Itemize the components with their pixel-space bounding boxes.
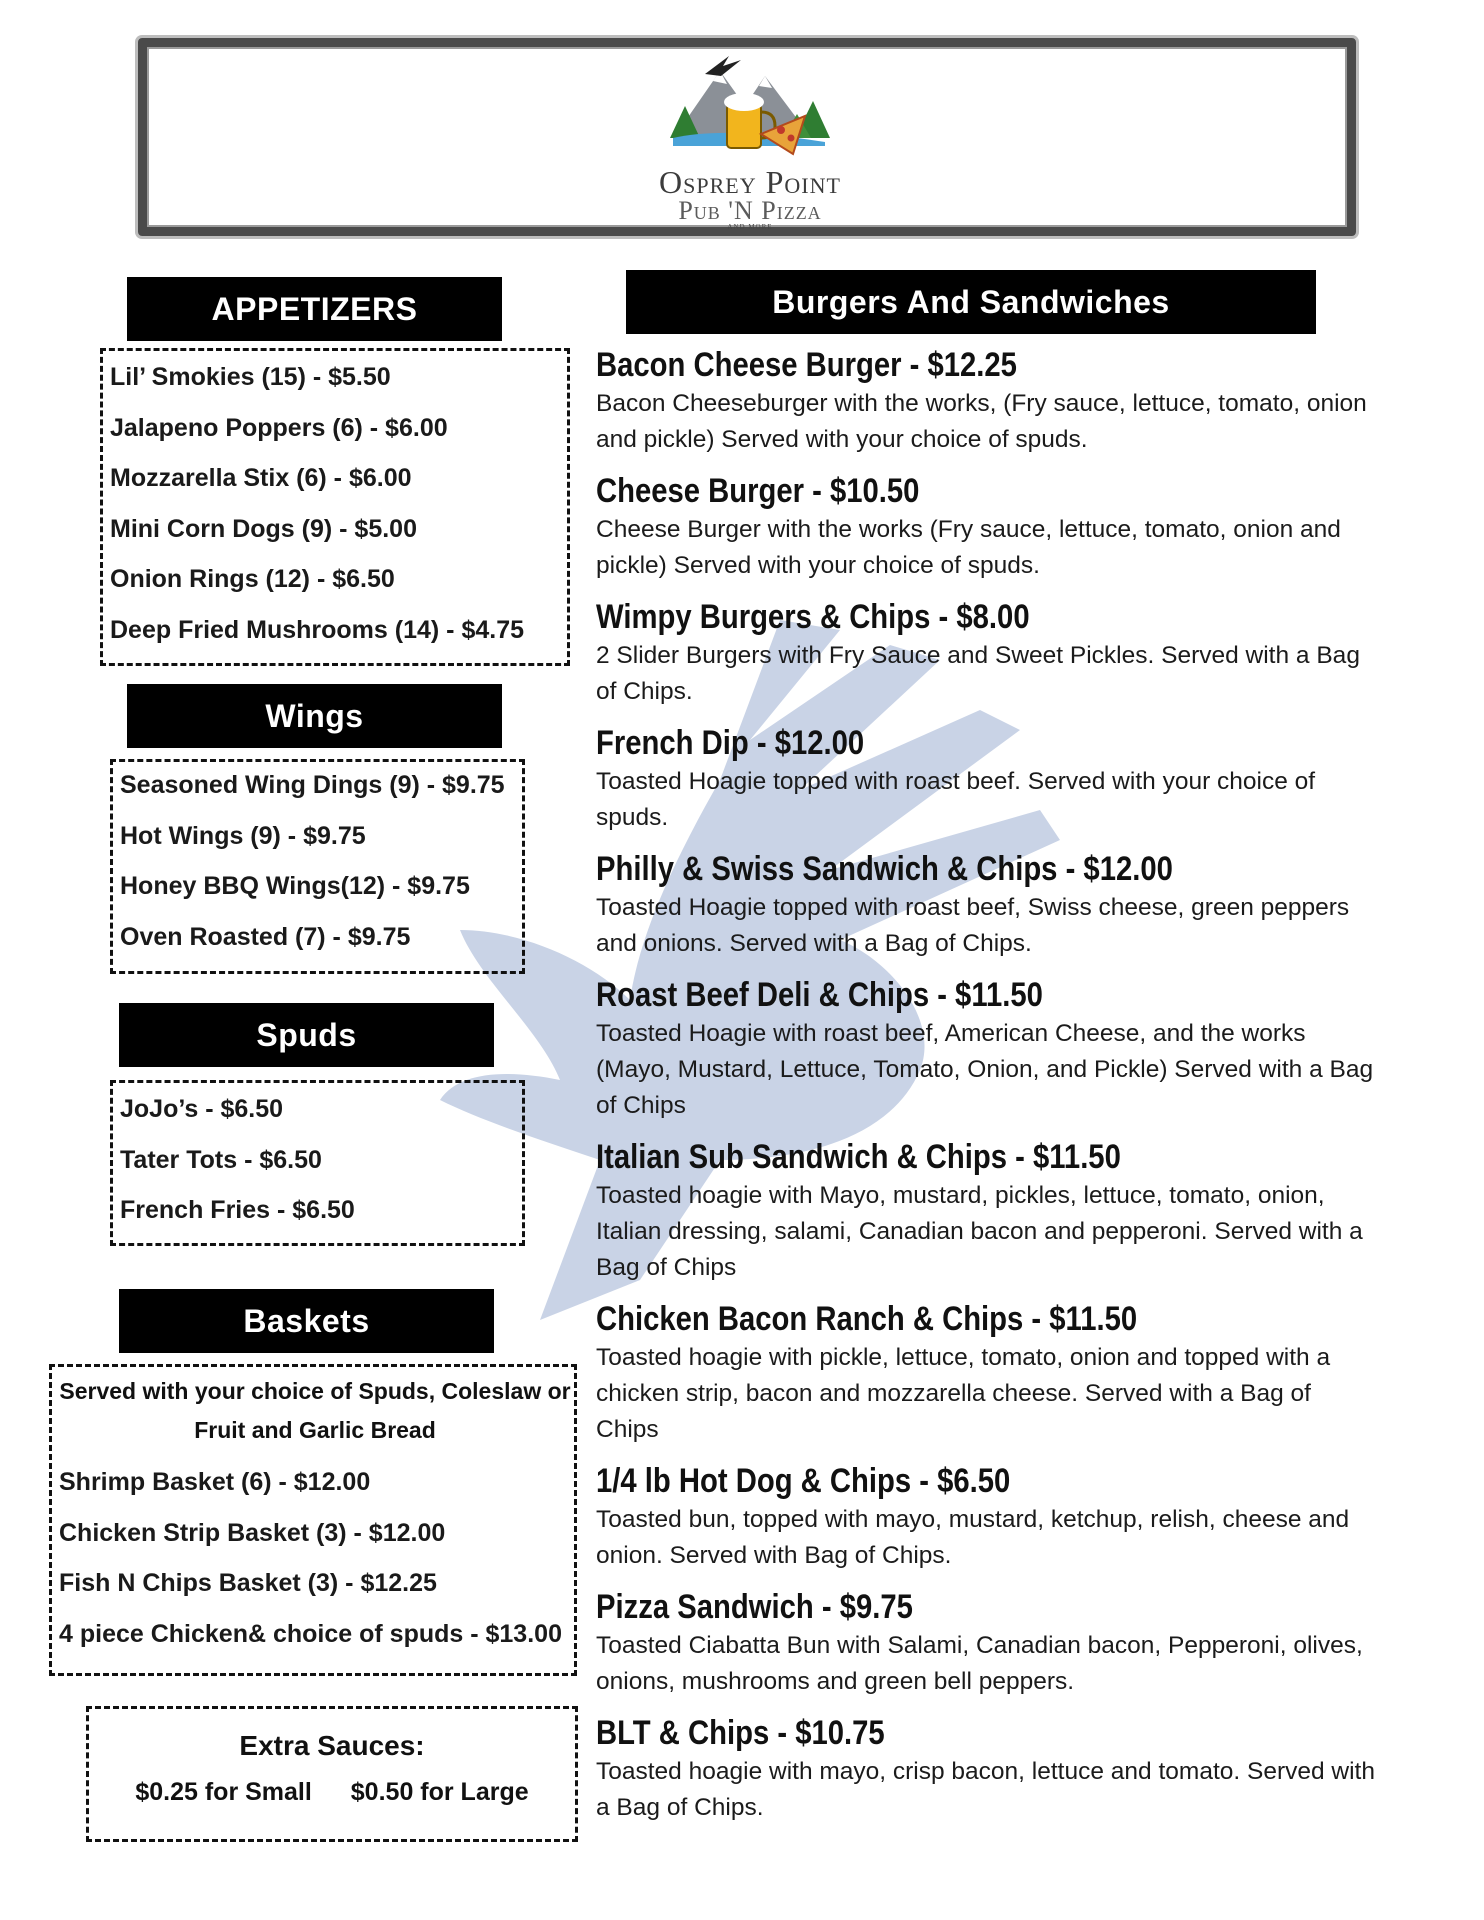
list-item: Tater Tots - $6.50: [120, 1145, 322, 1174]
list-item: Oven Roasted (7) - $9.75: [120, 922, 411, 951]
baskets-list: [59, 1457, 562, 1659]
burgers-list: [596, 344, 1376, 1838]
menu-item-description: Toasted hoagie with Mayo, mustard, pickles, lettuce, tomato, onion, Italian dressing, salami, Canadian bacon and pepperoni. Served with a Bag of Chips: [596, 1182, 1363, 1281]
list-item: Onion Rings (12) - $6.50: [110, 565, 395, 593]
appetizers-list: [110, 352, 524, 655]
menu-item-description: Toasted Hoagie topped with roast beef. Served with your choice of spuds.: [596, 768, 1316, 831]
list-item: Deep Fried Mushrooms (14) - $4.75: [110, 615, 525, 644]
menu-item-title: Philly & Swiss Sandwich & Chips - $12.00: [596, 850, 1173, 888]
menu-item: [596, 848, 1376, 974]
wings-heading: Wings: [127, 684, 502, 748]
menu-item-title: BLT & Chips - $10.75: [596, 1714, 885, 1752]
wings-list: [120, 760, 505, 962]
menu-item: [596, 596, 1376, 722]
list-item: Honey BBQ Wings(12) - $9.75: [120, 872, 470, 900]
appetizers-heading: APPETIZERS: [127, 277, 502, 341]
burgers-heading: Burgers And Sandwiches: [626, 270, 1316, 334]
menu-item-description: Toasted bun, topped with mayo, mustard, ketchup, relish, cheese and onion. Served with Bag of Chips.: [596, 1506, 1350, 1569]
menu-item-title: French Dip - $12.00: [596, 724, 865, 762]
sauce-large-price: $0.50 for Large: [350, 1778, 529, 1806]
menu-item-title: Bacon Cheese Burger - $12.25: [596, 346, 1017, 384]
mountain-beer-pizza-logo-icon: [665, 46, 835, 164]
menu-item: [596, 1460, 1376, 1586]
menu-item: [596, 974, 1376, 1136]
menu-item-description: Toasted Ciabatta Bun with Salami, Canadian bacon, Pepperoni, olives, onions, mushrooms and green bell peppers.: [596, 1632, 1363, 1695]
list-item: Lil’ Smokies (15) - $5.50: [110, 363, 391, 391]
menu-item-title: Italian Sub Sandwich & Chips - $11.50: [596, 1138, 1121, 1176]
logo-name-line3: AND MORE: [727, 223, 773, 231]
list-item: Mini Corn Dogs (9) - $5.00: [110, 514, 417, 543]
menu-item-description: Toasted Hoagie topped with roast beef, Swiss cheese, green peppers and onions. Served with a Bag of Chips.: [596, 894, 1350, 957]
list-item: 4 piece Chicken& choice of spuds - $13.00: [59, 1619, 562, 1648]
logo-name-line2: Pub 'N Pizza: [678, 196, 822, 225]
menu-item-description: Toasted hoagie with mayo, crisp bacon, lettuce and tomato. Served with a Bag of Chips.: [596, 1758, 1375, 1821]
menu-item-title: Wimpy Burgers & Chips - $8.00: [596, 598, 1030, 636]
list-item: Seasoned Wing Dings (9) - $9.75: [120, 771, 505, 799]
menu-item-description: 2 Slider Burgers with Fry Sauce and Sweet Pickles. Served with a Bag of Chips.: [596, 642, 1360, 705]
menu-item: [596, 470, 1376, 596]
baskets-note: Served with your choice of Spuds, Coleslaw or Fruit and Garlic Bread: [59, 1378, 571, 1443]
extra-sauces-prices: [86, 1778, 578, 1807]
menu-item-title: Roast Beef Deli & Chips - $11.50: [596, 976, 1043, 1014]
list-item: Shrimp Basket (6) - $12.00: [59, 1468, 371, 1496]
spuds-list: [120, 1084, 355, 1236]
list-item: Jalapeno Poppers (6) - $6.00: [110, 413, 448, 442]
menu-item-description: Toasted hoagie with pickle, lettuce, tomato, onion and topped with a chicken strip, bacon and mozzarella cheese. Served with a Bag of Chips: [596, 1344, 1331, 1443]
menu-item: [596, 1712, 1376, 1838]
menu-item: [596, 1586, 1376, 1712]
logo-name-line1: Osprey Point: [659, 164, 841, 200]
menu-item: [596, 1136, 1376, 1298]
menu-item: [596, 344, 1376, 470]
list-item: Hot Wings (9) - $9.75: [120, 821, 366, 850]
list-item: JoJo’s - $6.50: [120, 1095, 284, 1123]
spuds-heading: Spuds: [119, 1003, 494, 1067]
logo: [620, 46, 880, 236]
menu-item-description: Toasted Hoagie with roast beef, American Cheese, and the works (Mayo, Mustard, Lettuce, Tomato, Onion, and Pickle) Served with a Bag of Chips: [596, 1020, 1374, 1119]
list-item: Fish N Chips Basket (3) - $12.25: [59, 1569, 437, 1597]
extra-sauces-title: Extra Sauces:: [239, 1730, 425, 1761]
menu-item: [596, 1298, 1376, 1460]
list-item: French Fries - $6.50: [120, 1196, 355, 1224]
menu-item-title: Chicken Bacon Ranch & Chips - $11.50: [596, 1300, 1138, 1338]
list-item: Mozzarella Stix (6) - $6.00: [110, 464, 412, 492]
menu-item-description: Bacon Cheeseburger with the works, (Fry sauce, lettuce, tomato, onion and pickle) Served with your choice of spuds.: [596, 390, 1367, 453]
list-item: Chicken Strip Basket (3) - $12.00: [59, 1518, 446, 1547]
extra-sauces-box: [86, 1706, 578, 1842]
sauce-small-price: $0.25 for Small: [135, 1778, 312, 1806]
menu-item-title: Pizza Sandwich - $9.75: [596, 1588, 913, 1626]
menu-item-description: Cheese Burger with the works (Fry sauce, lettuce, tomato, onion and pickle) Served with your choice of spuds.: [596, 516, 1341, 579]
menu-item: [596, 722, 1376, 848]
baskets-heading: Baskets: [119, 1289, 494, 1353]
menu-item-title: 1/4 lb Hot Dog & Chips - $6.50: [596, 1462, 1011, 1500]
menu-item-title: Cheese Burger - $10.50: [596, 472, 920, 510]
